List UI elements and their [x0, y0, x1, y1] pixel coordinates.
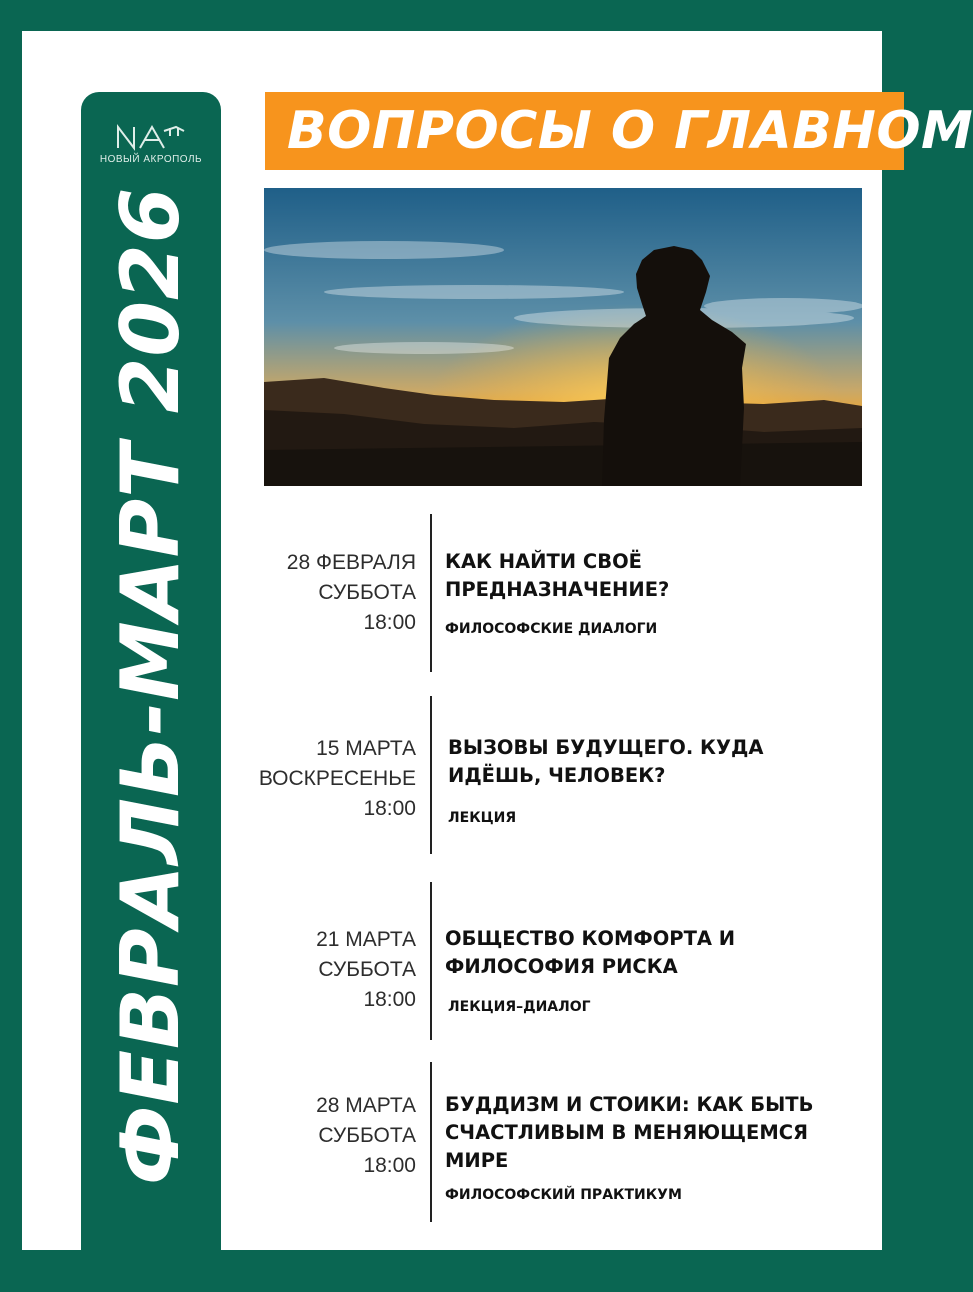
silhouette-sunset-photo: [264, 188, 862, 486]
event-title: [445, 1091, 845, 1175]
event-time: 18:00: [363, 611, 416, 634]
event-date: 15 МАРТА: [316, 737, 416, 760]
event-item: [240, 696, 860, 854]
event-date: 28 МАРТА: [316, 1094, 416, 1117]
event-divider: [430, 882, 432, 1040]
event-title-line: БУДДИЗМ И СТОИКИ: КАК БЫТЬ: [445, 1093, 814, 1116]
event-title-line: ИДЁШЬ, ЧЕЛОВЕК?: [448, 764, 666, 787]
event-item: [240, 882, 860, 1040]
event-title-line: КАК НАЙТИ СВОЁ: [445, 550, 642, 573]
event-divider: [430, 1062, 432, 1222]
event-kind: ФИЛОСОФСКИЕ ДИАЛОГИ: [445, 621, 658, 637]
event-date: 28 ФЕВРАЛЯ: [286, 551, 416, 574]
event-time: 18:00: [363, 1154, 416, 1177]
event-title: [445, 925, 845, 981]
period-title: [104, 186, 231, 1185]
period-text: ФЕВРАЛЬ-МАРТ 2026: [104, 186, 197, 1185]
event-day: СУББОТА: [318, 581, 416, 604]
event-time: 18:00: [363, 988, 416, 1011]
event-kind: ЛЕКЦИЯ–ДИАЛОГ: [448, 999, 591, 1015]
event-kind: ФИЛОСОФСКИЙ ПРАКТИКУМ: [445, 1187, 682, 1203]
event-title: [445, 548, 845, 604]
event-title-line: ОБЩЕСТВО КОМФОРТА И: [445, 927, 736, 950]
event-day: ВОСКРЕСЕНЬЕ: [258, 767, 416, 790]
banner-title: ВОПРОСЫ О ГЛАВНОМ: [287, 101, 973, 161]
event-time: 18:00: [363, 797, 416, 820]
event-item: [240, 1062, 860, 1222]
title-banner: [265, 92, 973, 170]
event-divider: [430, 514, 432, 672]
event-title-line: ПРЕДНАЗНАЧЕНИЕ?: [445, 578, 670, 601]
event-kind: ЛЕКЦИЯ: [448, 810, 517, 826]
event-item: [240, 514, 860, 672]
event-title: [448, 734, 848, 790]
event-day: СУББОТА: [318, 958, 416, 981]
logo-text: НОВЫЙ АКРОПОЛЬ: [99, 154, 203, 165]
event-date: 21 МАРТА: [316, 928, 416, 951]
event-title-line: МИРЕ: [445, 1149, 509, 1172]
event-day: СУББОТА: [318, 1124, 416, 1147]
logo-mark-icon: [112, 122, 190, 152]
event-title-line: ВЫЗОВЫ БУДУЩЕГО. КУДА: [448, 736, 764, 759]
logo: [82, 122, 220, 165]
event-divider: [430, 696, 432, 854]
event-title-line: ФИЛОСОФИЯ РИСКА: [445, 955, 678, 978]
event-title-line: СЧАСТЛИВЫМ В МЕНЯЮЩЕМСЯ: [445, 1121, 809, 1144]
